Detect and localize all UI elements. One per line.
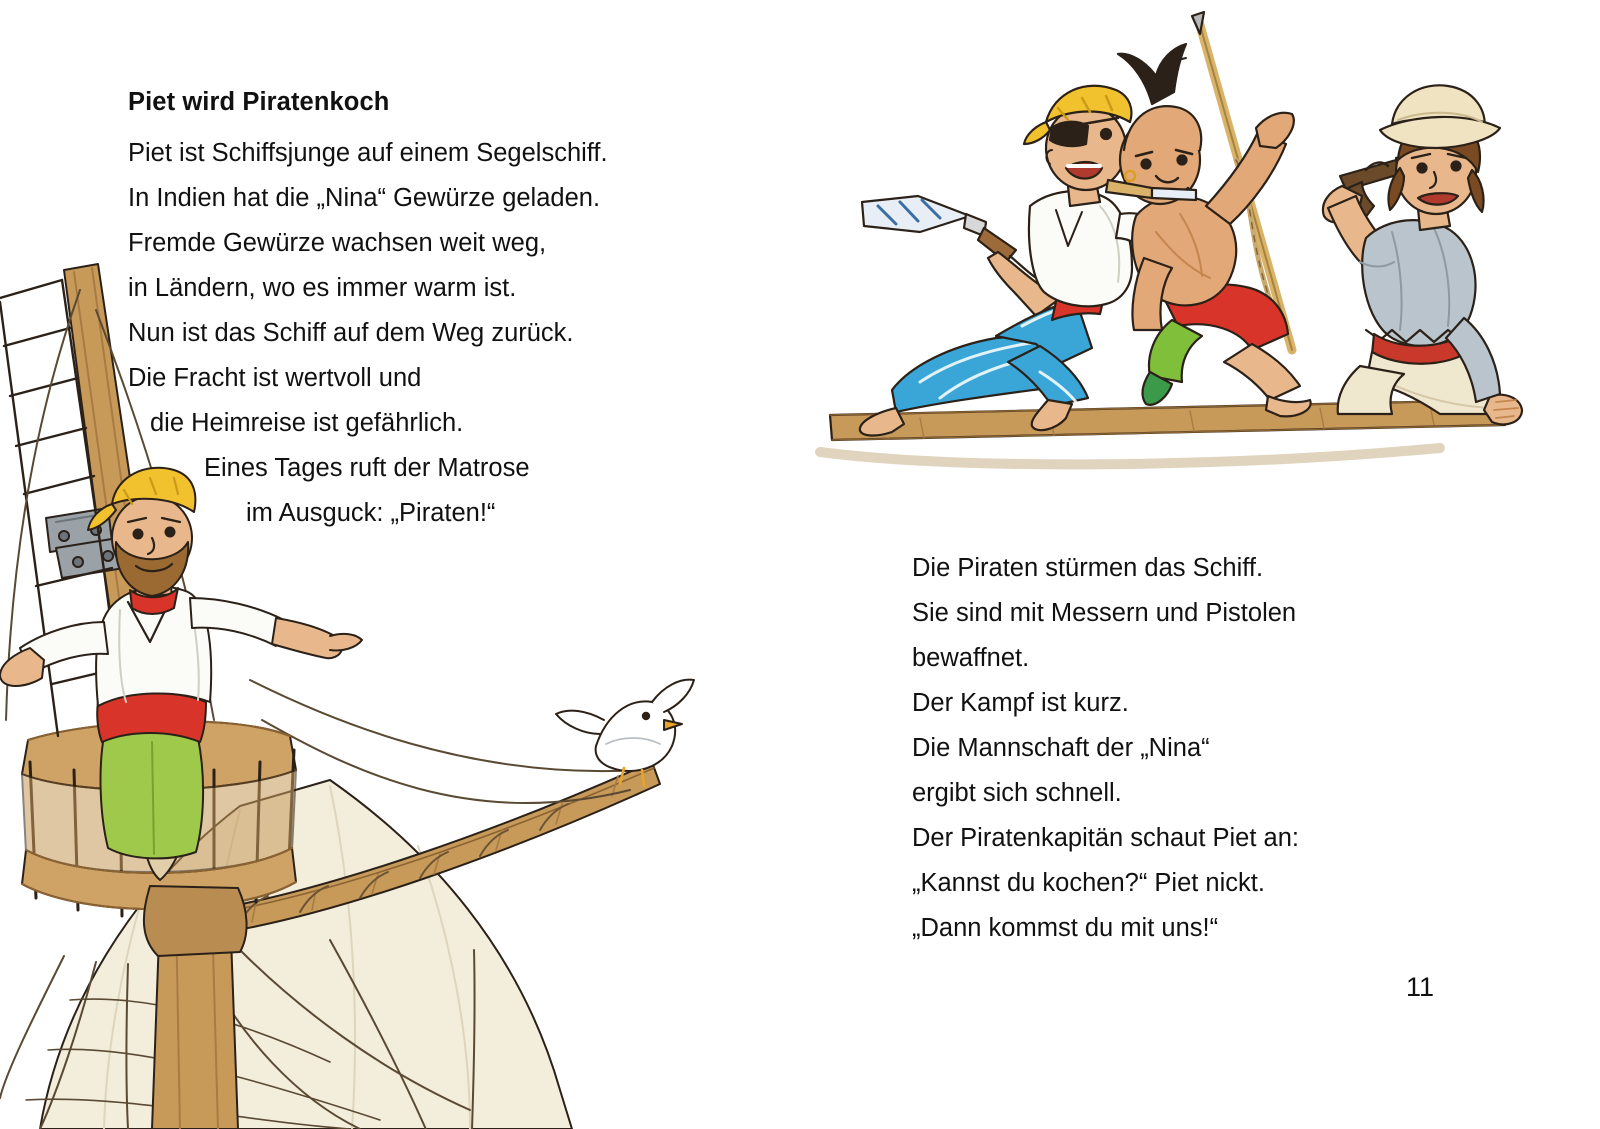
text-line: die Heimreise ist gefährlich. [150,409,464,437]
text-line: Der Kampf ist kurz. [912,689,1129,717]
text-line: Nun ist das Schiff auf dem Weg zurück. [128,319,574,347]
page-number: 11 [1406,972,1435,1002]
text-line: Eines Tages ruft der Matrose [204,454,530,482]
text-line: in Ländern, wo es immer warm ist. [128,274,517,302]
pirate-with-pistol [1323,85,1522,424]
crows-nest-illustration [0,250,800,1129]
text-line: ergibt sich schnell. [912,779,1122,807]
right-text-column [912,546,1532,951]
text-line: Fremde Gewürze wachsen weit weg, [128,229,547,257]
text-line: im Ausguck: „Piraten!“ [246,499,496,527]
text-line: Die Piraten stürmen das Schiff. [912,554,1264,582]
pirate-with-spear [1106,12,1311,416]
text-line: Die Mannschaft der „Nina“ [912,734,1210,762]
text-line: „Kannst du kochen?“ Piet nickt. [912,869,1265,897]
deck-plank [820,400,1505,464]
text-line: „Dann kommst du mit uns!“ [912,914,1219,942]
text-line: Der Piratenkapitän schaut Piet an: [912,824,1299,852]
text-line: In Indien hat die „Nina“ Gewürze geladen. [128,184,601,212]
text-line: Die Fracht ist wertvoll und [128,364,422,392]
text-line: Piet ist Schiffsjunge auf einem Segelschiff. [128,139,608,167]
page-title: Piet wird Piratenkoch [128,88,390,116]
text-line: bewaffnet. [912,644,1030,672]
text-line: Sie sind mit Messern und Pistolen [912,599,1297,627]
pirates-boarding-illustration [800,0,1560,500]
